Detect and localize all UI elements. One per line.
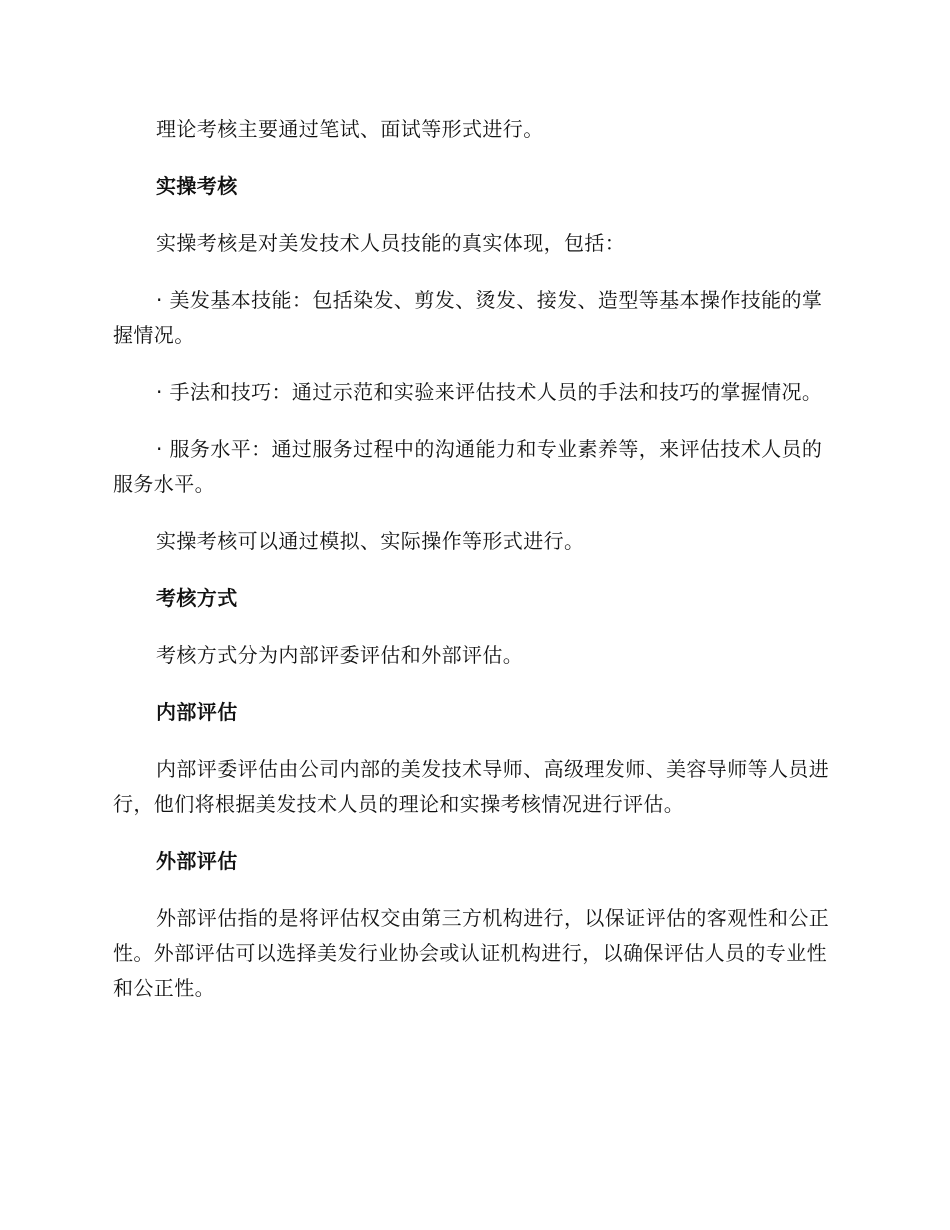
list-item-basic-skills: · 美发基本技能：包括染发、剪发、烫发、接发、造型等基本操作技能的掌握情况。 — [113, 288, 823, 347]
document-body — [113, 112, 833, 1028]
heading-external-evaluation: 外部评估 — [156, 849, 238, 873]
list-item-service-level: · 服务水平：通过服务过程中的沟通能力和专业素养等，来评估技术人员的服务水平。 — [113, 437, 823, 496]
paragraph-theory-format: 理论考核主要通过笔试、面试等形式进行。 — [156, 117, 544, 141]
heading-practical-assessment: 实操考核 — [156, 174, 238, 198]
paragraph-assessment-method: 考核方式分为内部评委评估和外部评估。 — [156, 643, 524, 667]
heading-internal-evaluation: 内部评估 — [156, 700, 238, 724]
heading-assessment-method: 考核方式 — [156, 586, 238, 610]
list-item-techniques: · 手法和技巧：通过示范和实验来评估技术人员的手法和技巧的掌握情况。 — [156, 380, 823, 404]
paragraph-external-evaluation: 外部评估指的是将评估权交由第三方机构进行，以保证评估的客观性和公正性。外部评估可以选择美发行业协会或认证机构进行，以确保评估人员的专业性和公正性。 — [113, 906, 830, 1000]
paragraph-practical-intro: 实操考核是对美发技术人员技能的真实体现，包括： — [156, 231, 626, 255]
paragraph-internal-evaluation: 内部评委评估由公司内部的美发技术导师、高级理发师、美容导师等人员进行，他们将根据美发技术人员的理论和实操考核情况进行评估。 — [113, 757, 830, 816]
paragraph-practical-format: 实操考核可以通过模拟、实际操作等形式进行。 — [156, 529, 585, 553]
